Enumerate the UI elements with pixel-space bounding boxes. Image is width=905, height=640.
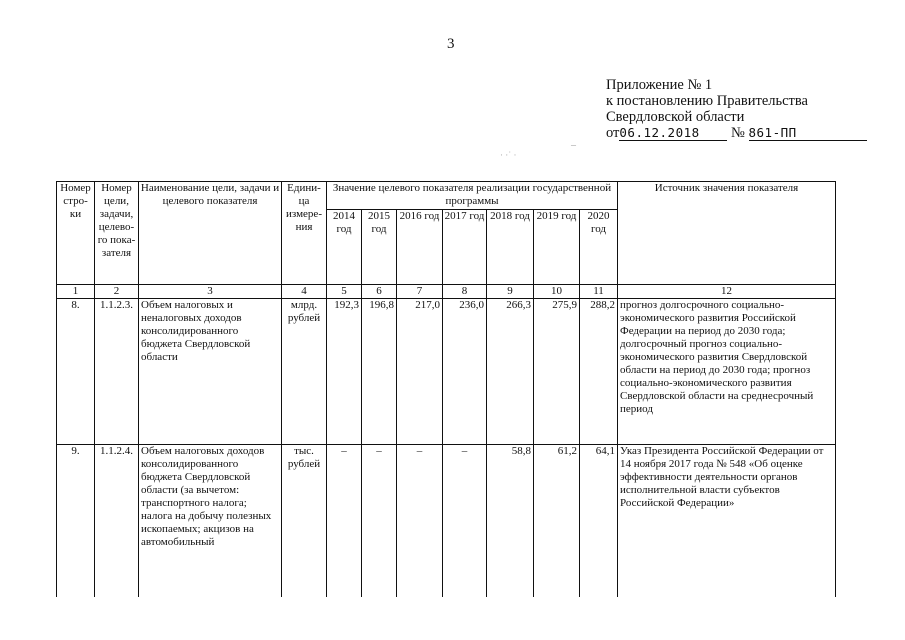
source-text: прогноз долгосрочного социально-экономического развития Российской Федерации на период до 2030 года; долгосрочный прогноз социально-экономического развития Свердловской области на период до 2030 года; прогноз социально-экономического развития Свердловской области на среднесрочный период (618, 299, 836, 445)
header-name: Наименование цели, задачи и целевого показателя (139, 182, 282, 285)
date-prefix: от (606, 125, 620, 141)
source-text: Указ Президента Российской Федерации от 14 ноября 2017 года № 548 «Об оценке эффективности деятельности органов исполнительной власти субъектов Российской Федерации» (618, 445, 836, 597)
header-row-number: Номер стро-ки (57, 182, 95, 285)
value-cell: 58,8 (487, 445, 534, 597)
column-number: 1 (57, 285, 95, 299)
number-prefix: № (731, 125, 745, 141)
page-number: 3 (447, 36, 455, 52)
header-unit: Едини-ца измере-ния (282, 182, 327, 285)
value-cell: – (362, 445, 397, 597)
column-number: 11 (580, 285, 618, 299)
goal-number: 1.1.2.4. (95, 445, 139, 597)
value-cell: 61,2 (534, 445, 580, 597)
value-cell: 288,2 (580, 299, 618, 445)
appendix-line: Свердловской области (606, 109, 745, 125)
decree-date: 06.12.2018 (619, 126, 727, 141)
value-cell: 236,0 (443, 299, 487, 445)
decree-number: 861-ПП (749, 126, 867, 141)
header-year: 2015 год (362, 210, 397, 285)
row-number: 8. (57, 299, 95, 445)
column-number: 6 (362, 285, 397, 299)
value-cell: 192,3 (327, 299, 362, 445)
value-cell: 266,3 (487, 299, 534, 445)
header-year: 2020 год (580, 210, 618, 285)
table-row (57, 299, 836, 445)
header-year: 2017 год (443, 210, 487, 285)
indicator-name: Объем налоговых доходов консолидированного бюджета Свердловской области (за вычетом: транспортного налога; налога на добычу полезных ископаемых; акцизов на автомобильный (139, 445, 282, 597)
appendix-date-line (606, 125, 896, 141)
column-number: 10 (534, 285, 580, 299)
value-cell: – (443, 445, 487, 597)
row-number: 9. (57, 445, 95, 597)
value-cell: – (397, 445, 443, 597)
goal-number: 1.1.2.3. (95, 299, 139, 445)
header-values-group: Значение целевого показателя реализации государственной программы (327, 182, 618, 210)
column-number: 5 (327, 285, 362, 299)
header-year: 2019 год (534, 210, 580, 285)
column-number: 9 (487, 285, 534, 299)
appendix-line: к постановлению Правительства (606, 93, 808, 109)
unit: тыс. рублей (282, 445, 327, 597)
value-cell: – (327, 445, 362, 597)
column-number: 7 (397, 285, 443, 299)
value-cell: 217,0 (397, 299, 443, 445)
column-number: 8 (443, 285, 487, 299)
appendix-header (606, 77, 896, 141)
value-cell: 64,1 (580, 445, 618, 597)
header-source: Источник значения показателя (618, 182, 836, 285)
indicator-name: Объем налоговых и неналоговых доходов консолидированного бюджета Свердловской области (139, 299, 282, 445)
header-year: 2016 год (397, 210, 443, 285)
scan-mark: – (571, 140, 576, 151)
header-year: 2014 год (327, 210, 362, 285)
unit: млрд. рублей (282, 299, 327, 445)
scan-specks: · ·˙ · (500, 150, 517, 160)
header-goal-number: Номер цели, задачи, целево-го пока-зателя (95, 182, 139, 285)
header-year: 2018 год (487, 210, 534, 285)
appendix-title: Приложение № 1 (606, 77, 713, 93)
table-row (57, 445, 836, 597)
column-number: 12 (618, 285, 836, 299)
column-number: 3 (139, 285, 282, 299)
column-number: 2 (95, 285, 139, 299)
value-cell: 196,8 (362, 299, 397, 445)
column-number: 4 (282, 285, 327, 299)
indicator-table (56, 181, 836, 597)
value-cell: 275,9 (534, 299, 580, 445)
